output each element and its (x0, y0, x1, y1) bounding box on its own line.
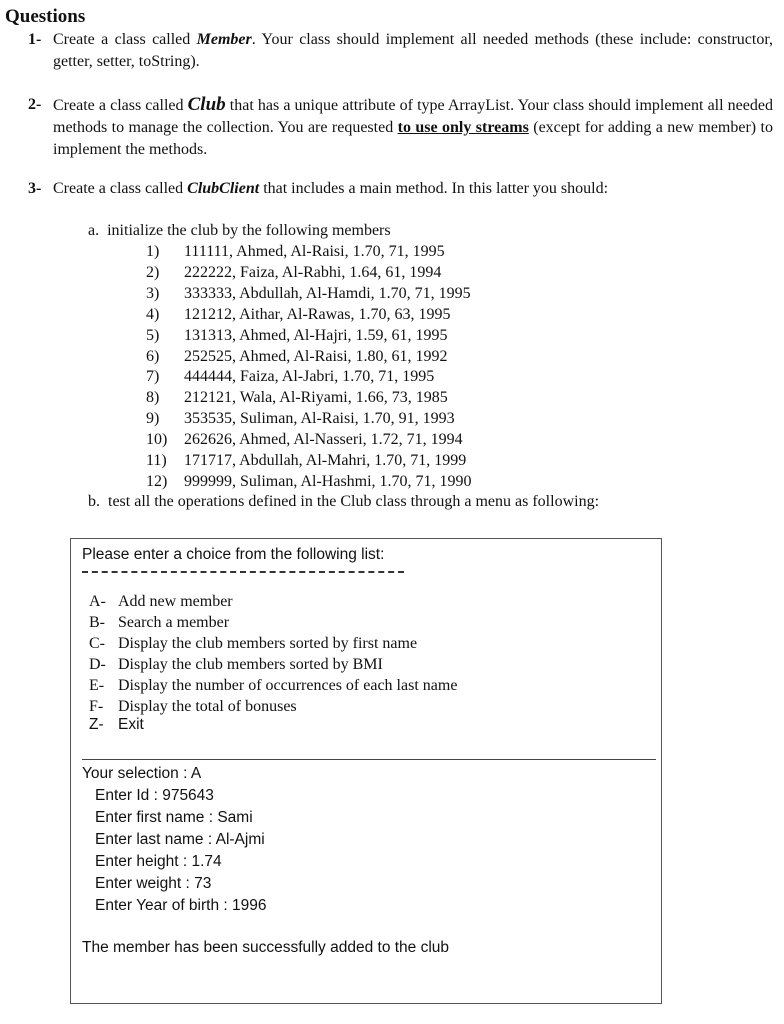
list-index: 7) (146, 368, 160, 386)
menu-label: Display the club members sorted by BMI (118, 656, 383, 673)
console-divider (82, 759, 656, 760)
text-segment: (except for adding a new member) to implement the methods. (53, 119, 773, 158)
question-number: 2- (28, 96, 42, 113)
page-title: Questions (5, 6, 86, 27)
list-text: 222222, Faiza, Al-Rabhi, 1.64, 61, 1994 (184, 263, 442, 281)
list-text: 111111, Ahmed, Al-Raisi, 1.70, 71, 1995 (184, 243, 445, 260)
list-item (146, 367, 472, 388)
menu-item-exit (89, 716, 144, 734)
question-text (53, 94, 773, 161)
text-segment: that has a unique attribute of type ArrayList. Your class should implement all needed methods to manage the collection. You are requested (53, 97, 773, 136)
session-line: Enter weight : 73 (95, 875, 212, 892)
list-item (146, 451, 472, 472)
emphasis-streams: to use only streams (397, 119, 529, 136)
session-line: Enter Year of birth : 1996 (95, 897, 267, 914)
text-segment: Create a class called (53, 31, 197, 48)
list-index: 3) (146, 284, 160, 302)
menu-item (89, 675, 457, 696)
subquestion-a (88, 220, 391, 241)
menu-label: Add new member (118, 593, 233, 610)
question-text (53, 29, 773, 73)
subquestion-b (88, 491, 599, 512)
session-line: Enter first name : Sami (95, 809, 253, 826)
text-segment: Create a class called (53, 97, 188, 114)
list-index: 9) (146, 410, 160, 428)
menu-label: Search a member (118, 614, 230, 631)
class-name-member: Member (196, 31, 252, 48)
question-2 (28, 94, 773, 161)
subquestion-label: a. (88, 222, 100, 239)
list-text: 171717, Abdullah, Al-Mahri, 1.70, 71, 1999 (184, 452, 467, 470)
menu-list (89, 591, 457, 717)
console-output-box (70, 538, 662, 1004)
menu-label: Display the total of bonuses (118, 698, 297, 715)
text-segment: that includes a main method. In this latter you should: (259, 180, 609, 197)
menu-item (89, 591, 457, 612)
session-line: Enter Id : 975643 (95, 787, 214, 804)
list-item (146, 326, 472, 347)
question-1 (28, 29, 773, 73)
list-item (146, 242, 472, 263)
success-message: The member has been successfully added to the club (82, 939, 450, 956)
menu-key: F- (89, 698, 104, 715)
menu-label: Display the club members sorted by first name (118, 635, 418, 652)
menu-key: B- (89, 614, 105, 631)
menu-label: Exit (118, 716, 144, 733)
question-text (53, 178, 773, 200)
list-index: 2) (146, 263, 160, 281)
menu-label: Display the number of occurrences of each last name (118, 677, 458, 694)
list-text: 262626, Ahmed, Al-Nasseri, 1.72, 71, 1994 (184, 431, 463, 449)
list-index: 5) (146, 326, 160, 344)
menu-key: A- (89, 593, 106, 610)
menu-prompt: Please enter a choice from the following list: (82, 546, 385, 563)
list-text: 212121, Wala, Al-Riyami, 1.66, 73, 1985 (184, 389, 448, 407)
list-item (146, 347, 472, 368)
question-number: 1- (28, 31, 42, 48)
list-text: 444444, Faiza, Al-Jabri, 1.70, 71, 1995 (184, 368, 435, 386)
text-segment: Create a class called (53, 180, 188, 197)
list-index: 1) (146, 243, 160, 260)
menu-item (89, 633, 457, 654)
list-index: 4) (146, 305, 160, 323)
member-list (146, 242, 472, 493)
session-line: Enter height : 1.74 (95, 853, 222, 870)
list-text: 333333, Abdullah, Al-Hamdi, 1.70, 71, 1995 (184, 284, 471, 302)
question-number: 3- (28, 180, 42, 197)
list-text: 131313, Ahmed, Al-Hajri, 1.59, 61, 1995 (184, 326, 448, 344)
menu-item (89, 612, 457, 633)
list-item (146, 305, 472, 326)
subquestion-text: initialize the club by the following members (107, 222, 391, 239)
class-name-clubclient: ClubClient (187, 180, 260, 197)
console-session (82, 763, 266, 917)
list-index: 12) (146, 472, 168, 490)
list-item (146, 409, 472, 430)
list-index: 11) (146, 452, 167, 470)
list-text: 999999, Suliman, Al-Hashmi, 1.70, 71, 1990 (184, 472, 472, 490)
text-segment: . Your class should implement all needed methods (these include: constructor, getter, setter, toString). (53, 31, 773, 70)
list-item (146, 388, 472, 409)
question-3 (28, 178, 773, 200)
list-text: 121212, Aithar, Al-Rawas, 1.70, 63, 1995 (184, 305, 451, 323)
list-item (146, 284, 472, 305)
subquestion-text: test all the operations defined in the Club class through a menu as following: (108, 493, 600, 510)
list-item (146, 263, 472, 284)
list-index: 10) (146, 431, 168, 449)
list-text: 353535, Suliman, Al-Raisi, 1.70, 91, 1993 (184, 410, 455, 428)
list-text: 252525, Ahmed, Al-Raisi, 1.80, 61, 1992 (184, 347, 448, 365)
menu-key: E- (89, 677, 105, 694)
list-index: 8) (146, 389, 160, 407)
menu-item (89, 654, 457, 675)
menu-key: Z- (89, 716, 104, 733)
session-line: Enter last name : Al-Ajmi (95, 831, 265, 848)
list-index: 6) (146, 347, 160, 365)
class-name-club: Club (187, 94, 226, 115)
menu-key: D- (89, 656, 106, 673)
list-item (146, 430, 472, 451)
menu-item (89, 696, 457, 717)
dashed-divider (82, 571, 404, 573)
list-item (146, 472, 472, 493)
subquestion-label: b. (88, 493, 100, 510)
menu-key: C- (89, 635, 105, 652)
selection-line: Your selection : A (82, 765, 202, 782)
